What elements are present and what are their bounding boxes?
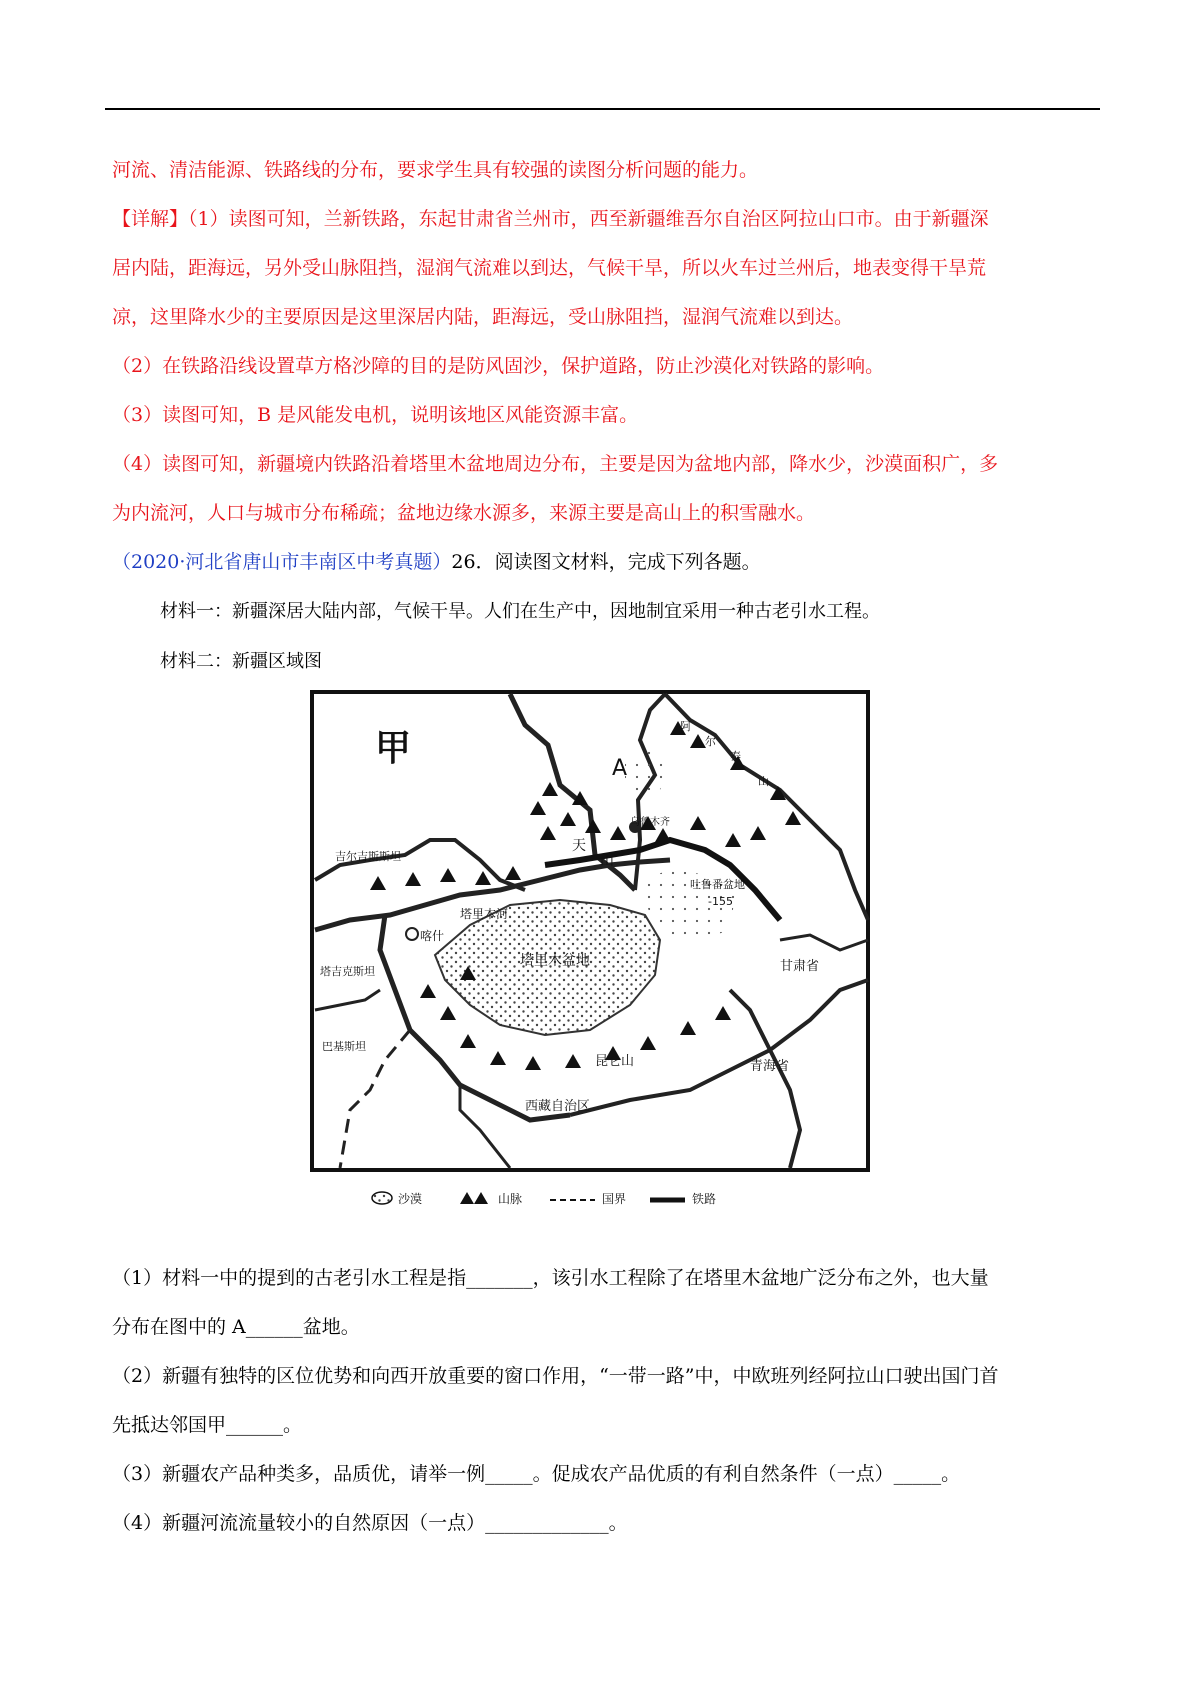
detail-text-1: （1）读图可知，兰新铁路，东起甘肃省兰州市，西至新疆维吾尔自治区阿拉山口市。由于新疆深 xyxy=(188,208,989,230)
detail-tag: 【详解】 xyxy=(112,208,189,230)
answer-4-line-2: 为内流河，人口与城市分布稀疏；盆地边缘水源多，来源主要是高山上的积雪融水。 xyxy=(112,502,816,524)
label-qinghai: 青海省 xyxy=(750,1059,790,1074)
label-tian: 天 xyxy=(572,838,586,854)
question-stem: 26．阅读图文材料，完成下列各题。 xyxy=(451,551,761,573)
legend-border: 国界 xyxy=(602,1192,627,1206)
answer-2: （2）在铁路沿线设置草方格沙障的目的是防风固沙，保护道路，防止沙漠化对铁路的影响。 xyxy=(112,355,885,377)
label-altai-3: 泰 xyxy=(730,750,741,763)
map-legend xyxy=(372,1191,716,1206)
answer-3: （3）读图可知，B 是风能发电机，说明该地区风能资源丰富。 xyxy=(112,404,639,426)
label-kyrgyz: 吉尔吉斯斯坦 xyxy=(335,850,401,863)
header-rule xyxy=(105,108,1100,110)
label-altai-2: 尔 xyxy=(705,735,716,748)
detail-line-1 xyxy=(112,207,1102,231)
label-kunlun: 昆仑山 xyxy=(595,1054,635,1069)
label-tajik: 塔吉克斯坦 xyxy=(320,965,375,978)
label-tuha: 吐鲁番盆地 xyxy=(690,878,745,891)
legend-mountain: 山脉 xyxy=(498,1192,523,1206)
question-2-line-1: （2）新疆有独特的区位优势和向西开放重要的窗口作用，“一带一路”中，中欧班列经阿拉山口驶出国门首 xyxy=(112,1365,999,1387)
label-altai-1: 阿 xyxy=(680,720,691,733)
detail-line-3: 凉，这里降水少的主要原因是这里深居内陆，距海远，受山脉阻挡，湿润气流难以到达。 xyxy=(112,306,854,328)
label-gansu: 甘肃省 xyxy=(780,959,820,974)
label-kashgar: 喀什 xyxy=(420,929,445,943)
material-2: 材料二：新疆区域图 xyxy=(160,651,322,672)
label-tibet: 西藏自治区 xyxy=(525,1099,591,1114)
label-pakistan: 巴基斯坦 xyxy=(322,1040,366,1053)
question-header xyxy=(112,550,1102,574)
question-source: （2020·河北省唐山市丰南区中考真题） xyxy=(112,551,452,573)
label-jia: 甲 xyxy=(375,728,412,769)
question-2-line-2: 先抵达邻国甲______。 xyxy=(112,1414,303,1436)
answer-4-line-1: （4）读图可知，新疆境内铁路沿着塔里木盆地周边分布，主要是因为盆地内部，降水少，沙漠面积广，多 xyxy=(112,453,999,475)
question-1-line-1: （1）材料一中的提到的古老引水工程是指_______，该引水工程除了在塔里木盆地广泛分布之外，也大量 xyxy=(112,1267,989,1289)
label-a: A xyxy=(612,756,628,781)
question-4: （4）新疆河流流量较小的自然原因（一点）_____________。 xyxy=(112,1512,628,1534)
analysis-line-1: 河流、清洁能源、铁路线的分布，要求学生具有较强的读图分析问题的能力。 xyxy=(112,159,759,181)
question-1-line-2: 分布在图中的 A______盆地。 xyxy=(112,1316,360,1338)
question-3: （3）新疆农产品种类多，品质优，请举一例_____。促成农产品优质的有利自然条件（一点）_____。 xyxy=(112,1463,961,1485)
label-shan: 山 xyxy=(600,853,614,869)
label-elev: -155 xyxy=(708,895,733,908)
label-altai-4: 山 xyxy=(758,775,769,788)
label-tarim-basin: 塔里木盆地 xyxy=(520,953,590,969)
label-tarim-river: 塔里木河 xyxy=(460,907,509,921)
legend-railway: 铁路 xyxy=(692,1192,717,1206)
xinjiang-map xyxy=(310,690,870,1240)
legend-desert: 沙漠 xyxy=(398,1192,423,1206)
material-1: 材料一：新疆深居大陆内部，气候干旱。人们在生产中，因地制宜采用一种古老引水工程。 xyxy=(160,601,880,622)
label-urumqi: 乌鲁木齐 xyxy=(630,817,670,828)
detail-line-2: 居内陆，距海远，另外受山脉阻挡，湿润气流难以到达，气候干旱，所以火车过兰州后，地表变得干旱荒 xyxy=(112,257,987,279)
